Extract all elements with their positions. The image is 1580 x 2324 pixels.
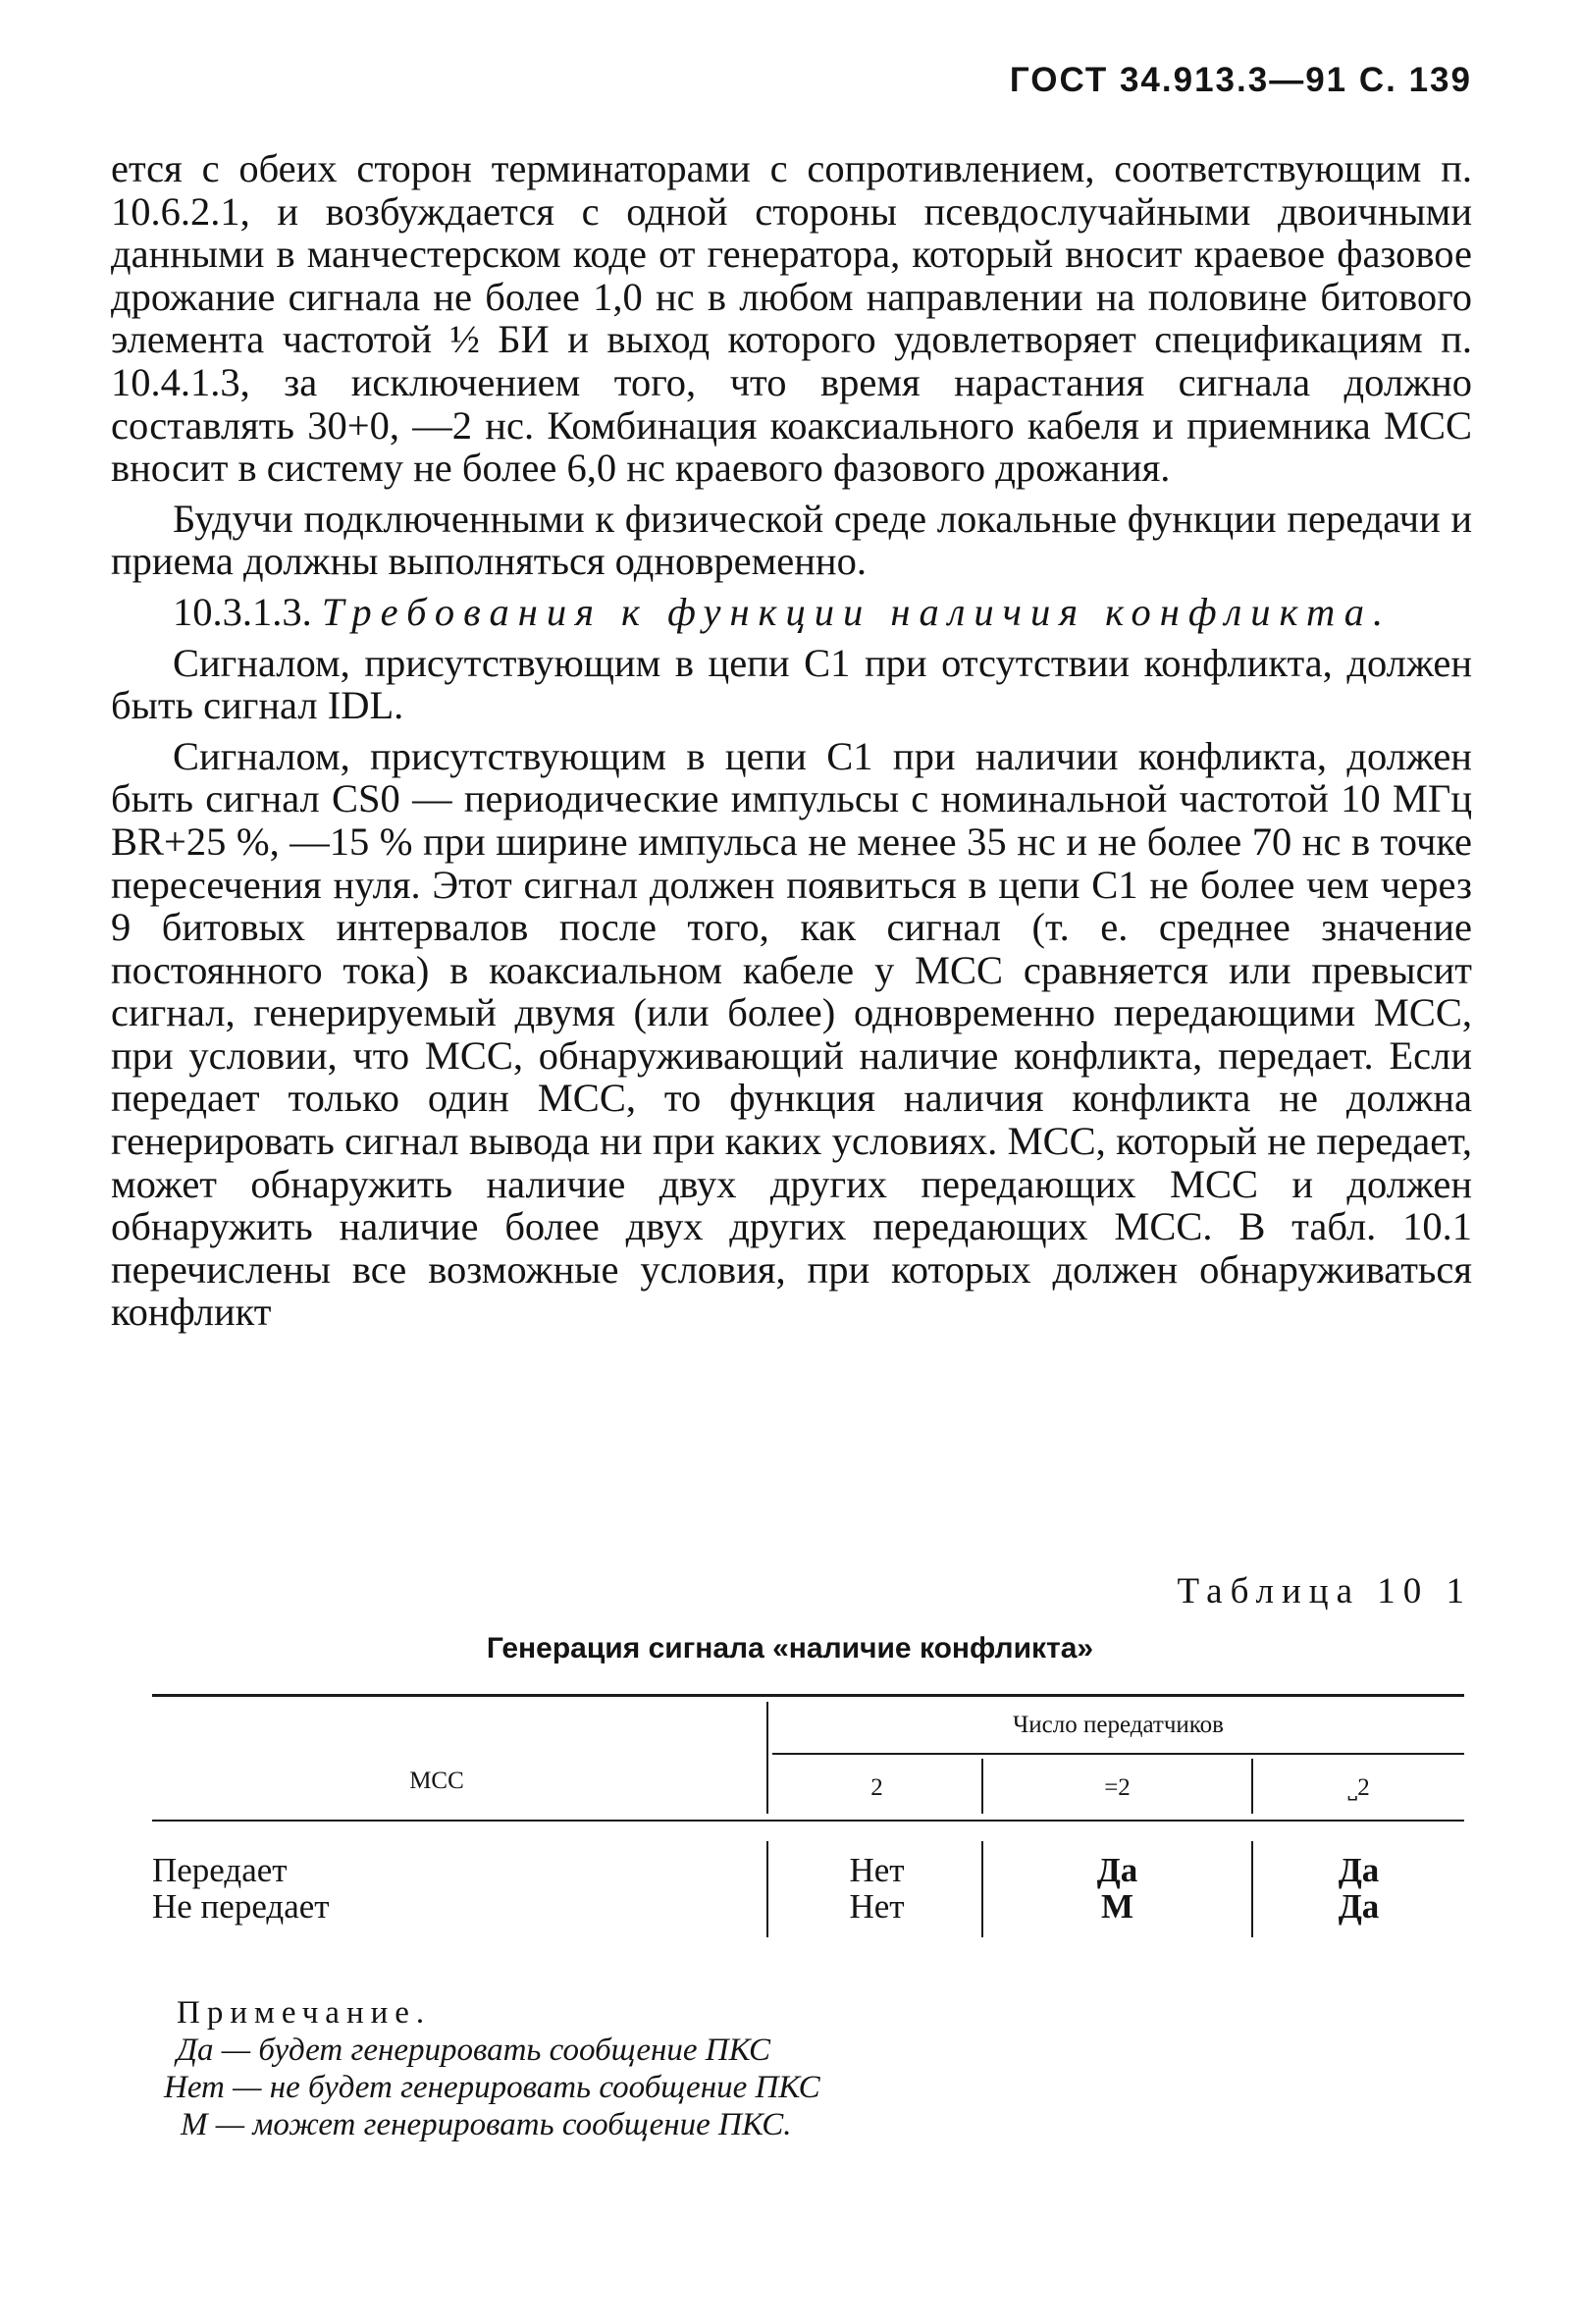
paragraph: Сигналом, присутствующим в цепи С1 при отсутствии конфликта, должен быть сигнал IDL. — [111, 640, 1472, 728]
table-caption: Таблица 10 1 — [1177, 1571, 1472, 1611]
table-cell: Нет — [849, 1851, 905, 1889]
note-line: Нет — не будет генерировать сообщение ПКС — [164, 2070, 820, 2105]
note-line: Да — будет генерировать сообщение ПКС — [177, 2033, 771, 2068]
row-label: Передает — [152, 1851, 288, 1889]
running-header: ГОСТ 34.913.3—91 С. 139 — [1009, 61, 1472, 99]
table-notes — [164, 1994, 820, 2143]
note-title: Примечание. — [177, 1995, 432, 2031]
row-header-cell: МСС — [409, 1768, 464, 1794]
column-header-cell: 2 — [870, 1774, 883, 1801]
table-header-rule — [152, 1820, 1464, 1822]
table-top-rule — [152, 1694, 1464, 1697]
table-cell: Да — [1096, 1851, 1138, 1889]
section-heading — [111, 591, 1472, 634]
note-line: М — может генерировать сообщение ПКС. — [181, 2107, 792, 2142]
table-cell: Да — [1338, 1851, 1380, 1889]
row-label: Не передает — [152, 1887, 330, 1926]
paragraph-continuation: ется с обеих сторон терминаторами с сопротивлением, соответствующим п. 10.6.2.1, и возбуждается с одной стороны псевдослучайными двоичными данными в манчестерском коде от генератора, который вносит краевое фазовое дрожание сигнала не более 1,0 нс в любом направлении на половине битового элемента частотой ½ БИ и выход которого удовлетворяет спецификациям п. 10.4.1.3, за исключением того, что время нарастания сигнала должно составлять 30+0, —2 нс. Комбинация коаксиального кабеля и приемника МСС вносит в систему не более 6,0 нс краевого фазового дрожания. — [111, 146, 1472, 491]
paragraph: Будучи подключенными к физической среде локальные функции передачи и приема должны выполняться одновременно. — [111, 496, 1472, 584]
group-header-cell: Число передатчиков — [1013, 1712, 1224, 1738]
section-number: 10.3.1.3. — [173, 589, 312, 634]
section-title: Требования к функции наличия конфликта. — [321, 589, 1393, 634]
column-header-cell: =2 — [1104, 1774, 1131, 1801]
table-group-rule — [772, 1753, 1464, 1755]
table-vertical-rule — [766, 1702, 768, 1814]
table-cell: Да — [1338, 1887, 1380, 1926]
conflict-signal-table — [152, 1694, 1464, 1967]
table-vertical-rule — [766, 1841, 768, 1937]
table-cell: Нет — [849, 1887, 905, 1926]
table-title: Генерация сигнала «наличие конфликта» — [486, 1632, 1094, 1664]
body-text — [111, 147, 1472, 1342]
table-cell: М — [1100, 1887, 1134, 1926]
column-header-cell: ˽2 — [1347, 1774, 1370, 1801]
paragraph: Сигналом, присутствующим в цепи С1 при наличии конфликта, должен быть сигнал CS0 — периодические импульсы с номинальной частотой 10 МГц BR+25 %, —15 % при ширине импульса не менее 35 нс и не более 70 нс в точке пересечения нуля. Этот сигнал должен появиться в цепи С1 не более чем через 9 битовых интервалов после того, как сигнал (т. е. среднее значение постоянного тока) в коаксиальном кабеле у МСС сравняется или превысит сигнал, генерируемый двумя (или более) одновременно передающими МСС, при условии, что МСС, обнаруживающий наличие конфликта, передает. Если передает только один МСС, то функция наличия конфликта не должна генерировать сигнал вывода ни при каких условиях. МСС, который не передает, может обнаружить наличие двух других передающих МСС и должен обнаружить наличие более двух других передающих МСС. В табл. 10.1 перечислены все возможные условия, при которых должен обнаруживаться конфликт — [111, 733, 1472, 1335]
